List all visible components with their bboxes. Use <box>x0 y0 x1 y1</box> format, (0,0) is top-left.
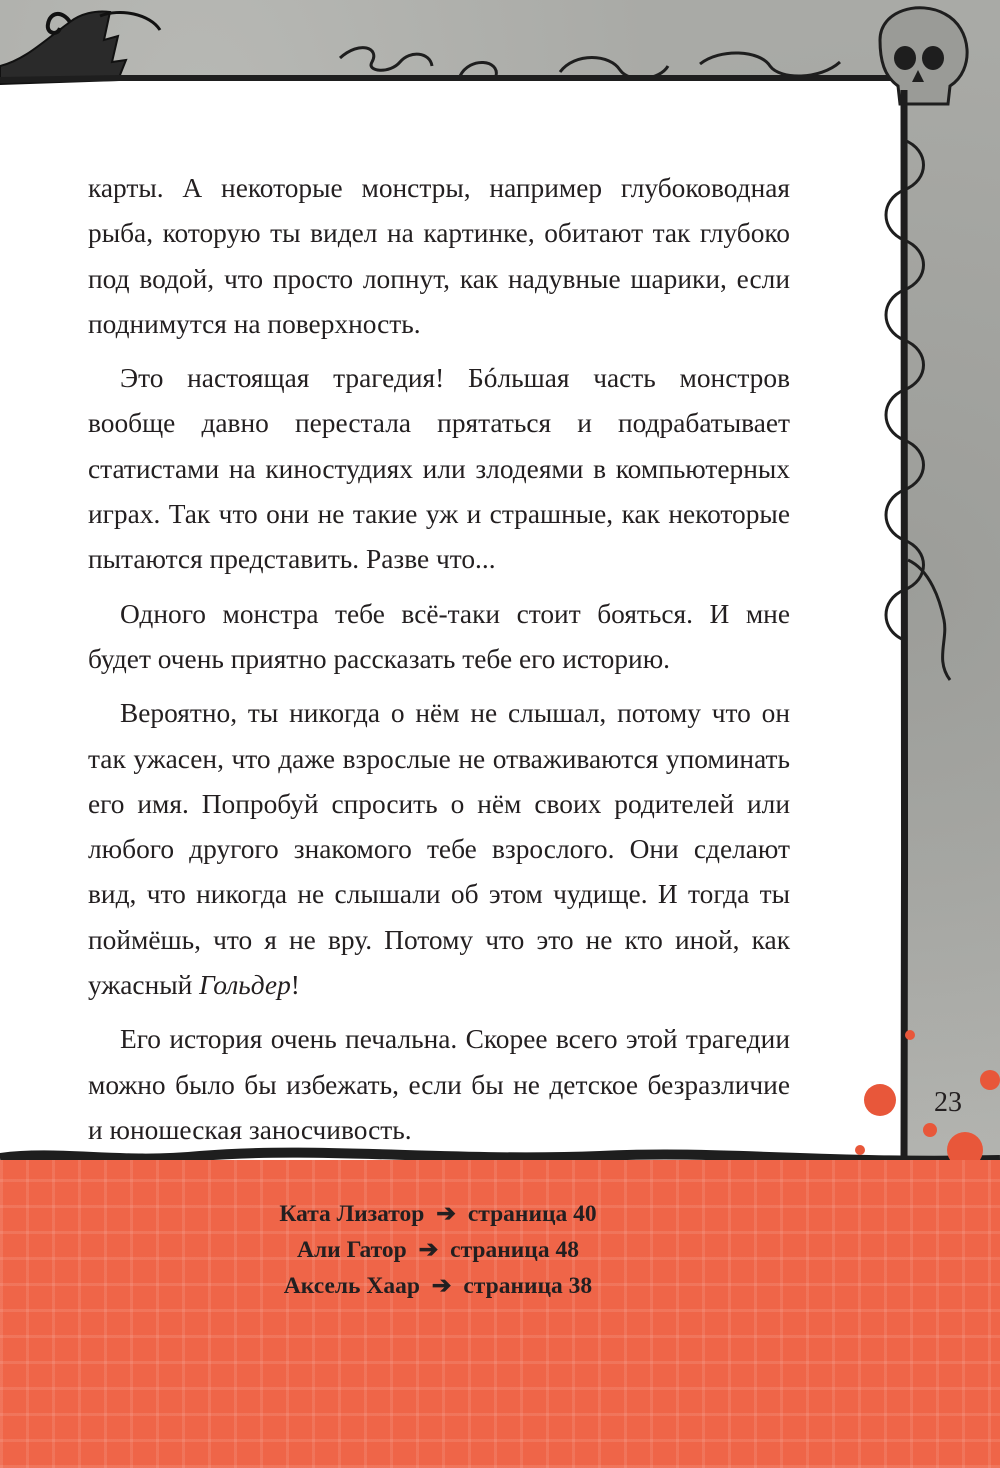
paragraph: Одного монстра тебе всё-таки стоит бояться. И мне будет очень приятно рассказать тебе его историю. <box>88 598 790 674</box>
vine-ornament-icon <box>340 48 840 79</box>
arrow-right-icon: ➔ <box>431 1273 452 1299</box>
nav-link-kata[interactable] <box>0 1196 876 1232</box>
navigation-links <box>0 1196 876 1304</box>
arrow-right-icon: ➔ <box>436 1201 456 1227</box>
frame-top-line <box>0 77 902 80</box>
nav-link-ali[interactable] <box>0 1232 876 1268</box>
paragraph: Его история очень печальна. Скорее всего этой трагедии можно было бы избежать, если бы не детское безразличие и юношеская заносчивость. <box>88 1024 790 1145</box>
link-page: страница 48 <box>450 1237 579 1263</box>
nav-link-aksel[interactable] <box>0 1268 876 1304</box>
paragraph: Это настоящая трагедия! Бóльшая часть монстров вообще давно перестала прятаться и подрабатывает статистами на киностудиях или злодеями в компьютерных играх. Так что они не такие уж и страшные, как некоторые пытаются представить. Разве что... <box>88 363 790 575</box>
vine-ornament-icon <box>886 140 950 680</box>
link-name: Ката Лизатор <box>279 1201 425 1227</box>
paragraph: карты. А некоторые монстры, например глубоководная рыба, которую ты видел на картинке, обитают так глубоко под водой, что просто лопнут, как надувные шарики, если поднимутся на поверхность. <box>88 173 790 339</box>
paragraph-punct: ! <box>290 970 300 1001</box>
link-name: Али Гатор <box>297 1237 407 1263</box>
page-number: 23 <box>934 1087 962 1118</box>
arrow-right-icon: ➔ <box>418 1237 439 1263</box>
frame-right-line <box>903 90 904 1165</box>
body-text <box>88 166 790 1153</box>
paragraph <box>88 691 790 1008</box>
link-page: страница 40 <box>467 1201 597 1227</box>
bat-wing-icon <box>0 11 160 84</box>
link-name: Аксель Хаар <box>283 1273 420 1299</box>
link-page: страница 38 <box>463 1273 593 1299</box>
monster-name: Гольдер <box>199 970 291 1001</box>
skull-icon <box>880 8 967 104</box>
paragraph-text: Вероятно, ты никогда о нём не слышал, потому что он так ужасен, что даже взрослые не отваживаются упоминать его имя. Попробуй спросить о нём своих родителей или любого другого знакомого тебе взрослого. Они сделают вид, что никогда не слышали об этом чудище. И тогда ты поймёшь, что я не вру. Потому что это не кто иной, как ужасный <box>88 698 790 1001</box>
